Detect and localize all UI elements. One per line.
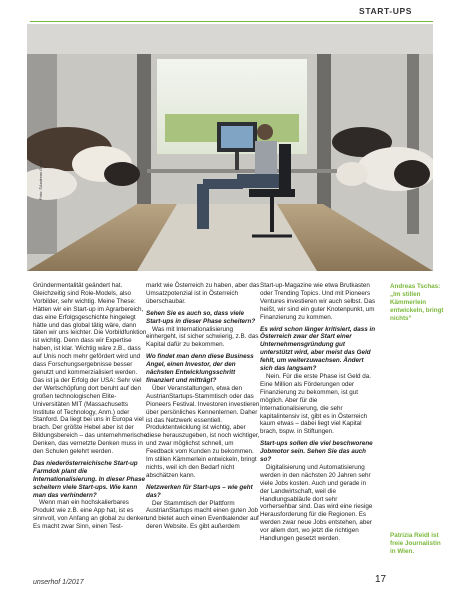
photo-credit: Foto: ©Andreas Gehrt (38, 160, 43, 200)
body-paragraph: Start-up-Magazine wie etwa Brutkasten oder Trending Topics. Und mit Pioneers Ventures investieren wir auch selbst. Das heißt, wir sind ein guter Knotenpunkt, um Finanzierung zu kommen. (260, 282, 376, 321)
interview-question: Start-ups sollen die viel beschworene Jobmotor sein. Sehen Sie das auch so? (260, 440, 373, 464)
barn-photo (27, 24, 433, 271)
article-column-3 (260, 282, 376, 543)
body-paragraph: Nein. Für die erste Phase ist Geld da. Eine Million als Förderungen oder Finanzierung zu bekommen, ist gut möglich. Aber für die Internationalisierung, die sehr kapitalintensiv ist, gibt es in Österreich kaum etwas – dabei liegt viel Kapital brach, bspw. in Stiftungen. (260, 372, 371, 436)
interview-question: Das niederösterreichische Start-up Farmdok plant die Internationalisierung. In dieser Phase scheitern viele Start-ups. Wie kann man das verhindern? (33, 459, 145, 499)
section-divider (30, 21, 433, 22)
author-bio: Patrizia Reidl ist freie Journalistin in Wien. (390, 532, 441, 555)
article-column-1 (33, 282, 149, 531)
section-label: START-UPS (359, 6, 412, 16)
interview-question: Wo findet man denn diese Business Angel, einen Investor, der den nächsten Entwicklungsschritt finanziert und mitträgt? (146, 353, 254, 384)
interview-question: Netzwerken für Start-ups – wie geht das? (146, 483, 253, 499)
article-column-2 (146, 282, 262, 531)
body-paragraph: Über Veranstaltungen, etwa den AustrianStartups-Stammtisch oder das Pioneers Festival. Investoren investieren über persönliches Kennenlernen. Daher ist das Netzwerk essentiell. Produktentwicklung ist wichtig, aber diese herauszugeben, ist noch wichtiger, und zwar möglichst schnell, um Feedback vom Kunden zu bekommen. Im stillen Kämmerlein entwickeln, bringt nichts, weil ich den Bedarf nicht abschätzen kann. (146, 384, 260, 479)
interview-question: Es wird schon länger kritisiert, dass in Österreich zwar der Start einer Unternehmensgründung gut unterstützt wird, aber meist das Geld fehlt, um weiterzuwachsen. Ändert sich das langsam? (260, 325, 376, 373)
body-paragraph: Wenn man ein hochskalierbares Produkt wie z.B. eine App hat, ist es sinnvoll, von Anfang an global zu denken. Es macht zwar Sinn, einen Test- (33, 499, 149, 531)
body-paragraph: Der Stammtisch der Plattform AustrianStartups macht einen guten Job und bietet auch einen Eventkalender auf deren Website. Es gibt außerdem (146, 499, 259, 531)
body-paragraph: Gründermentalität geändert hat. Gleichzeitig sind Role-Models, also Vorbilder, sehr wichtig. Meine These: Hätten wir ein Start-up im Agrarbereich, das eine Erfolgsgeschichte hingelegt hätte und das global tätig wäre, dann täten wir uns leichter. Die Vorbildfunktion ist wichtig. Denn dass wir Expertise haben, ist klar. Wichtig wäre z.B., dass auf Unis noch mehr gefördert wird und dass Forschungsergebnisse besser genutzt und kommerzialisiert werden. Das ist ja der Erfolg der USA: Sehr viel der Wertschöpfung dort beruht auf den großen technologischen Elite-Universitäten MIT (Massachusetts Institute of Technology, Anm.) oder Stanford. Da liegt bei uns in Europa viel brach. Der größte Hebel aber ist der Bildungsbereich – das unternehmerische Denken, das vernetzte Denken muss in den Schulen gelehrt werden. (33, 282, 148, 456)
pull-quote: Andreas Tschas: „Im stillen Kämmerlein entwickeln, bringt nichts“ (390, 283, 444, 322)
body-paragraph: Digitalisierung und Automatisierung werden in den nächsten 20 Jahren sehr viele Jobs kosten. Auch und gerade in der Landwirtschaft, weil die Handlungsabläufe dort sehr vorhersehbar sind. Das wird eine riesige Herausforderung für die Regionen. Es werden zwar neue Jobs entstehen, aber vor allem dort, wo jetzt die richtigen Handlungen gesetzt werden. (260, 463, 373, 543)
magazine-issue: unserhof 1/2017 (33, 579, 84, 586)
body-paragraph: Was mit Internationalisierung einhergeht, ist sicher schwierig, z.B. das Kapital dafür zu bekommen. (146, 325, 259, 349)
body-paragraph: markt wie Österreich zu haben, aber das Umsatzpotenzial ist in Österreich überschaubar. (146, 282, 260, 305)
page-number: 17 (375, 574, 387, 585)
interview-question: Sehen Sie es auch so, dass viele Start-ups in dieser Phase scheitern? (146, 309, 256, 325)
